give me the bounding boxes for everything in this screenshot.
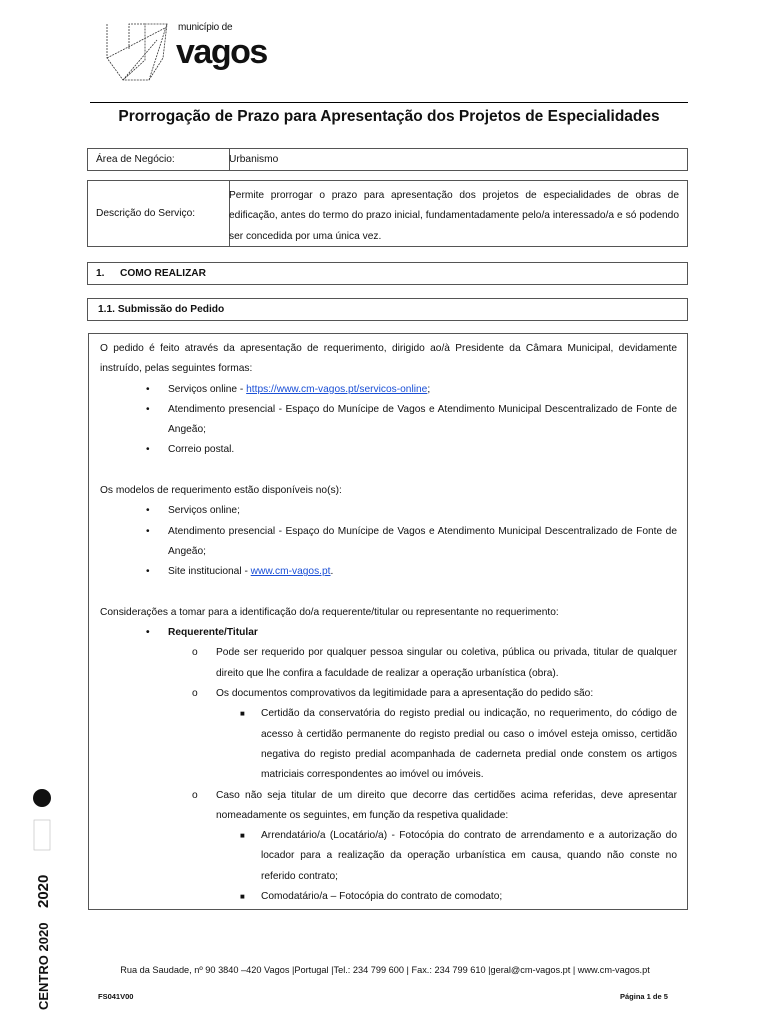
funding-logos-icon xyxy=(22,780,62,1012)
title-rule xyxy=(90,102,688,103)
list-item: ■ Arrendatário/a (Locatário/a) - Fotocópia do contrato de arrendamento e a autorização do locador para a realização da operação urbanística em causa, quando não conste no referido contrato; xyxy=(100,826,677,887)
bullet-icon: • xyxy=(146,403,150,415)
service-description-value: Permite prorrogar o prazo para apresentação dos projetos de especialidades de obras de edificação, antes do termo do prazo inicial, fundamentadamente pelo/a interessado/a e só podendo ser concedida por uma única vez. xyxy=(229,190,679,242)
list-item: o Caso não seja titular de um direito que decorre das certidões acima referidas, deve apresentar nomeadamente os seguintes, em função da respetiva qualidade: xyxy=(100,786,677,827)
bullet-icon: • xyxy=(146,383,150,395)
business-area-row xyxy=(87,148,688,171)
bullet-icon: • xyxy=(146,627,150,639)
list-item: • Atendimento presencial - Espaço do Munícipe de Vagos e Atendimento Municipal Descentralizado de Fonte de Angeão; xyxy=(100,522,677,563)
business-area-label: Área de Negócio: xyxy=(88,149,230,170)
section-title: COMO REALIZAR xyxy=(120,268,207,279)
bullet-icon: • xyxy=(146,505,150,517)
square-bullet-icon: ■ xyxy=(240,709,245,719)
square-bullet-icon: ■ xyxy=(240,892,245,902)
intro-text: O pedido é feito através da apresentação de requerimento, dirigido ao/à Presidente da Câmara Municipal, devidamente instruído, pelas seguintes formas: xyxy=(100,343,677,375)
centro-2020-logo-text: CENTRO 2020 xyxy=(36,922,51,1010)
portugal-2020-logo-text: 2020 xyxy=(35,874,52,908)
logo-text-big: vagos xyxy=(176,33,267,71)
bullet-icon: • xyxy=(146,525,150,537)
subsection-heading: 1.1. Submissão do Pedido xyxy=(87,298,688,321)
section-heading-como-realizar xyxy=(87,262,688,285)
list-item: ■ Certidão da conservatória do registo predial ou indicação, no requerimento, do código de acesso à certidão permanente do registo predial ou caso o imóvel esteja omisso, certidão negativa do registo predial acompanhada de caderneta predial onde constem os artigos matriciais correspondentes ao imóvel ou imóveis. xyxy=(100,704,677,785)
page-title: Prorrogação de Prazo para Apresentação dos Projetos de Especialidades xyxy=(118,108,660,125)
submission-content xyxy=(88,333,688,910)
list-item: • Serviços online - https://www.cm-vagos.pt/servicos-online; xyxy=(100,380,677,400)
list-item: • Serviços online; xyxy=(100,501,677,521)
circle-bullet-icon: o xyxy=(192,789,198,801)
list-item: ■ Comodatário/a – Fotocópia do contrato de comodato; xyxy=(100,887,677,907)
section-number: 1. xyxy=(96,268,105,279)
business-area-value: Urbanismo xyxy=(229,154,279,165)
considerations-text: Considerações a tomar para a identificação do/a requerente/titular ou representante no requerimento: xyxy=(100,606,559,618)
service-description-row xyxy=(87,180,688,247)
list-item: o Os documentos comprovativos da legitimidade para a apresentação do pedido são: xyxy=(100,684,677,704)
footer-address: Rua da Saudade, nº 90 3840 –420 Vagos |Portugal |Tel.: 234 799 600 | Fax.: 234 799 610 |geral@cm-vagos.pt | www.cm-vagos.pt xyxy=(120,965,650,975)
online-services-link[interactable]: https://www.cm-vagos.pt/servicos-online xyxy=(246,383,428,395)
site-link[interactable]: www.cm-vagos.pt xyxy=(250,566,331,578)
models-intro: Os modelos de requerimento estão disponíveis no(s): xyxy=(100,485,342,497)
list-item: • Atendimento presencial - Espaço do Munícipe de Vagos e Atendimento Municipal Descentralizado de Fonte de Angeão; xyxy=(100,400,677,441)
bullet-icon: • xyxy=(146,444,150,456)
list-item: • Requerente/Titular xyxy=(100,623,677,643)
list-item: • Correio postal. xyxy=(100,440,677,460)
list-item: • Site institucional - www.cm-vagos.pt. xyxy=(100,562,677,582)
logo-text-small: município de xyxy=(178,22,233,33)
page-number: Página 1 de 5 xyxy=(620,992,668,1001)
form-code: FS041V00 xyxy=(98,992,134,1001)
bullet-icon: • xyxy=(146,566,150,578)
circle-bullet-icon: o xyxy=(192,688,198,700)
service-description-label: Descrição do Serviço: xyxy=(88,181,230,246)
square-bullet-icon: ■ xyxy=(240,831,245,841)
list-item: o Pode ser requerido por qualquer pessoa singular ou coletiva, pública ou privada, titular de qualquer direito que lhe confira a faculdade de realizar a operação urbanística (obra). xyxy=(100,643,677,684)
circle-bullet-icon: o xyxy=(192,647,198,659)
